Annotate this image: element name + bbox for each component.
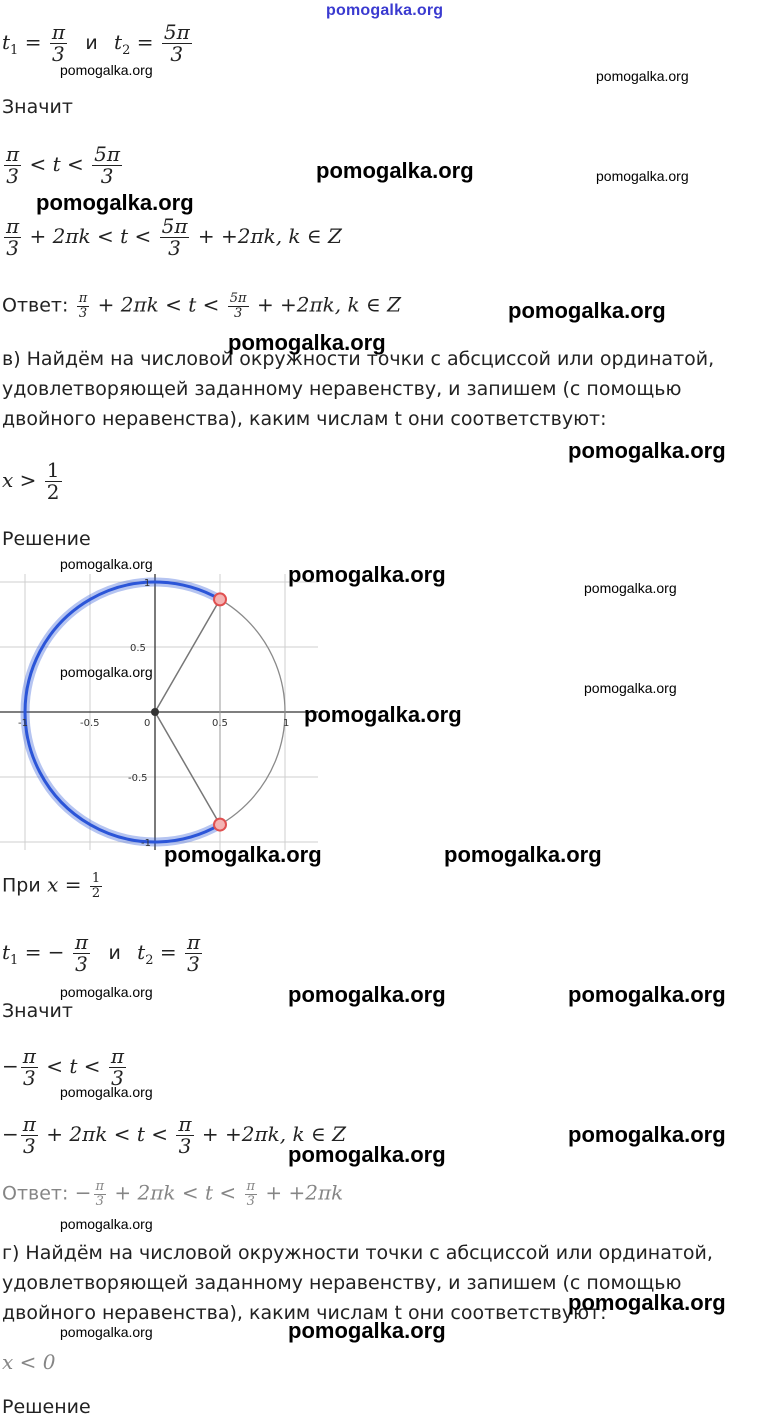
condition-v: x > $\frac{1}{2}$ [2,458,60,504]
watermark: pomogalka.org [60,62,153,78]
tick-label: 0 [144,718,151,729]
watermark: pomogalka.org [288,982,446,1007]
answer-line-v: Ответ: − $\frac{\pi}{3}$ + 2πk < t < $\frac{\pi}{3}$ + +2πk [2,1179,344,1209]
watermark: pomogalka.org [568,982,726,1007]
t-values-line-v: $t_1$ = − $\frac{\pi}{3}$ и $t_2$ = $\frac{\pi}{3}$ [2,930,201,976]
watermark: pomogalka.org [304,702,462,727]
watermark: pomogalka.org [60,984,153,1000]
watermark: pomogalka.org [60,556,153,572]
watermark: pomogalka.org [164,842,322,867]
answer-line: Ответ: $\frac{\pi}{3}$ + 2πk < t < $\frac{5\pi}{3}$ + +2πk, k ∈ Z [2,291,402,321]
watermark: pomogalka.org [508,298,666,323]
inequality-general-v: − $\frac{\pi}{3}$ + 2πk < t < $\frac{\pi}{3}$ + +2πk, k ∈ Z [2,1112,347,1158]
solution-label-g: Решение [2,1396,91,1418]
radius-lower [155,712,220,825]
condition-g: x < 0 [2,1350,56,1374]
watermark: pomogalka.org [568,1290,726,1315]
watermark: pomogalka.org [60,1084,153,1100]
inequality-simple-v: − $\frac{\pi}{3}$ < t < $\frac{\pi}{3}$ [2,1044,125,1090]
task-v-text: в) Найдём на числовой окружности точки с абсциссой или ординатой, удовлетворяющей заданному неравенству, и запишем (с помощью двойного неравенства), каким числам t они соответствуют: [2,348,715,430]
tick-label: -0.5 [128,773,148,784]
tick-label: 1 [144,578,151,589]
tick-label: 0.5 [212,718,228,729]
watermark: pomogalka.org [596,68,689,84]
task-g-text: г) Найдём на числовой окружности точки с абсциссой или ординатой, удовлетворяющей заданному неравенству, и запишем (с помощью двойного неравенства), каким числам t они соответствуют: [2,1242,713,1324]
watermark: pomogalka.org [60,1216,153,1232]
origin-point [151,708,159,716]
watermark: pomogalka.org [36,190,194,215]
site-header-watermark[interactable]: pomogalka.org [326,2,444,19]
point-upper [214,593,226,605]
watermark: pomogalka.org [568,438,726,463]
watermark: pomogalka.org [316,158,474,183]
znachit-label: Значит [2,96,73,118]
radius-upper [155,599,220,712]
watermark: pomogalka.org [288,1142,446,1167]
tick-label: 0.5 [130,643,146,654]
point-lower [214,819,226,831]
watermark: pomogalka.org [288,1318,446,1343]
pri-line: При x = $\frac{1}{2}$ [2,871,101,901]
inequality-simple: $\frac{\pi}{3}$ < t < $\frac{5\pi}{3}$ [6,142,121,188]
znachit-label-v: Значит [2,1000,73,1022]
watermark: pomogalka.org [584,580,677,596]
tick-label: 1 [283,718,290,729]
inequality-general: $\frac{\pi}{3}$ + 2πk < t < $\frac{5\pi}{3}$ + +2πk, k ∈ Z [6,214,342,260]
watermark: pomogalka.org [228,330,386,355]
fraction: $\frac{5\pi}{3}$ [163,20,190,66]
fraction: $\frac{\pi}{3}$ [51,20,65,66]
watermark: pomogalka.org [60,664,153,680]
watermark: pomogalka.org [444,842,602,867]
tick-label: -0.5 [80,718,100,729]
watermark: pomogalka.org [568,1122,726,1147]
solution-label-v: Решение [2,528,91,550]
tick-label: -1 [141,838,151,849]
tick-label: -1 [18,718,28,729]
watermark: pomogalka.org [584,680,677,696]
watermark: pomogalka.org [596,168,689,184]
watermark: pomogalka.org [288,562,446,587]
t-values-line: $t_1$ = $\frac{\pi}{3}$ и $t_2$ = $\frac{5\pi}{3}$ [2,20,190,66]
unit-circle-graph [0,574,318,850]
watermark: pomogalka.org [60,1324,153,1340]
